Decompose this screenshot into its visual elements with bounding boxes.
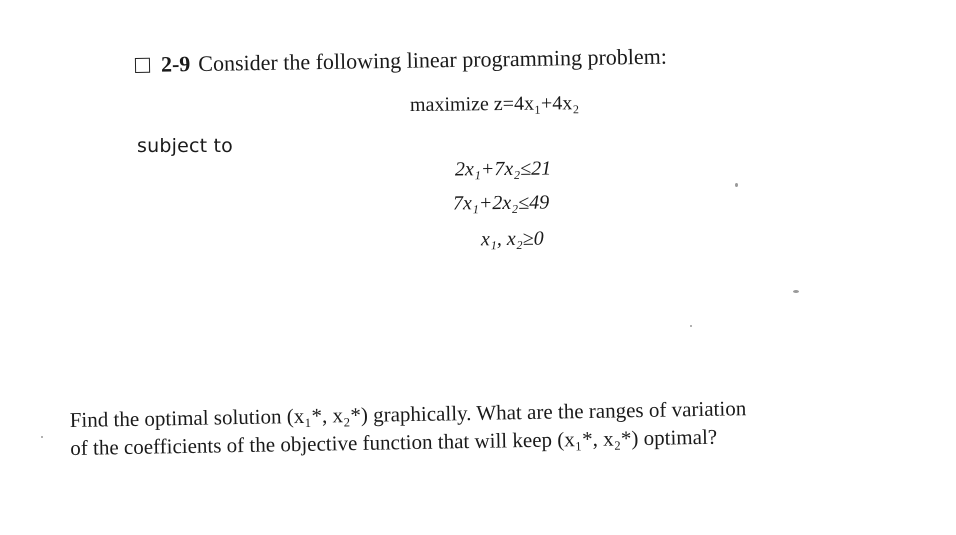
question-line-2: of the coefficients of the objective function that will keep (x₁*, x₂*) optimal? bbox=[70, 424, 718, 460]
scan-speck bbox=[690, 325, 692, 327]
question-text bbox=[70, 394, 747, 462]
subject-to-label: subject to bbox=[137, 135, 233, 157]
constraint-1: 2x₁+7x₂≤21 bbox=[454, 157, 552, 181]
problem-intro: Consider the following linear programming problem: bbox=[198, 43, 668, 77]
scan-speck bbox=[41, 436, 43, 438]
constraint-nonnegativity: x₁, x₂≥0 bbox=[480, 227, 544, 251]
problem-header bbox=[135, 44, 667, 78]
checkbox-icon bbox=[135, 57, 150, 72]
question-line-1: Find the optimal solution (x₁*, x₂*) graphically. What are the ranges of variation bbox=[69, 396, 747, 433]
scan-speck bbox=[735, 183, 738, 187]
problem-number: 2-9 bbox=[160, 51, 191, 77]
scan-speck bbox=[793, 290, 799, 293]
constraint-2: 7x₁+2x₂≤49 bbox=[452, 191, 550, 215]
objective-function: maximize z=4x₁+4x₂ bbox=[409, 92, 580, 116]
